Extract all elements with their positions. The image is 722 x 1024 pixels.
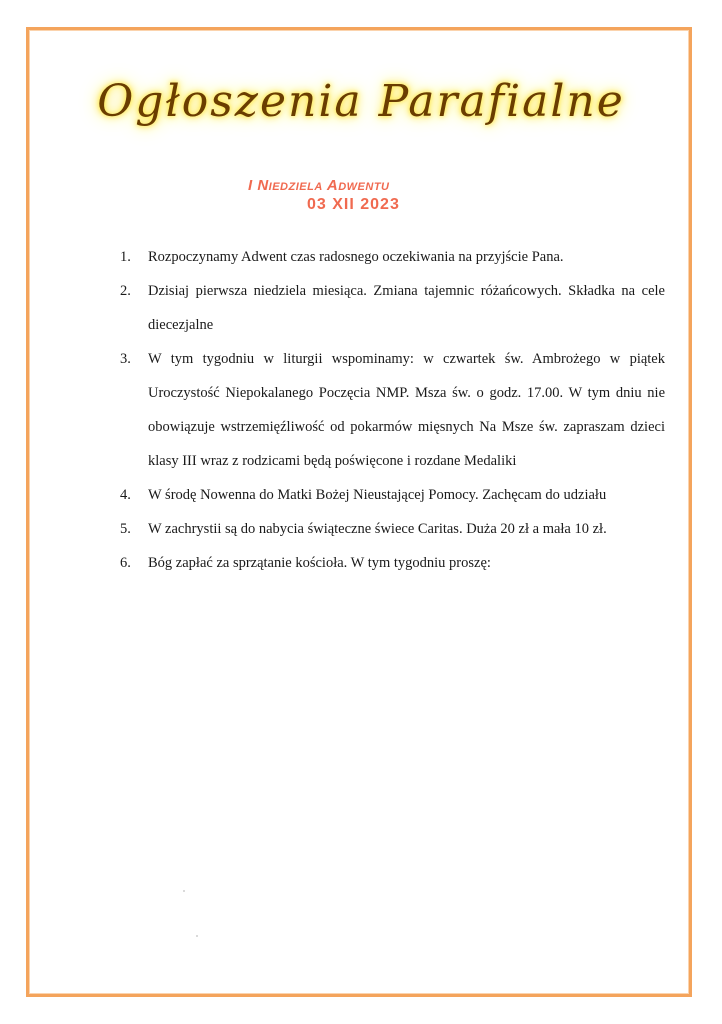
item-text: W środę Nowenna do Matki Bożej Nieustającej Pomocy. Zachęcam do udziału: [148, 487, 607, 503]
list-item: [120, 274, 665, 342]
item-text: W zachrystii są do nabycia świąteczne świece Caritas. Duża 20 zł a mała 10 zł.: [148, 521, 607, 537]
item-number: 2.: [120, 283, 131, 299]
item-text: W tym tygodniu w liturgii wspominamy: w czwartek św. Ambrożego w piątek Uroczystość Niepokalanego Poczęcia NMP. Msza św. o godz. 17.00. W tym dniu nie obowiązuje wstrzemięźliwość od pokarmów mięsnych Na Msze św. zapraszam dzieci klasy III wraz z rodzicami będą poświęcone i rozdane Medaliki: [148, 351, 665, 469]
list-item: [120, 478, 665, 512]
list-item: [120, 512, 665, 546]
page-date: 03 XII 2023: [307, 196, 400, 213]
scan-speck: [183, 890, 185, 892]
item-text: Dzisiaj pierwsza niedziela miesiąca. Zmiana tajemnic różańcowych. Składka na cele diecezjalne: [148, 283, 665, 333]
list-item: [120, 240, 665, 274]
item-number: 4.: [120, 487, 131, 503]
item-number: 3.: [120, 351, 131, 367]
page-subtitle: I Niedziela Adwentu: [248, 177, 390, 194]
list-item: [120, 342, 665, 478]
page-title: Ogłoszenia Parafialne: [97, 76, 625, 127]
item-text: Bóg zapłać za sprzątanie kościoła. W tym tygodniu proszę:: [148, 555, 491, 571]
item-text: Rozpoczynamy Adwent czas radosnego oczekiwania na przyjście Pana.: [148, 249, 564, 265]
list-item: [120, 546, 665, 580]
item-number: 5.: [120, 521, 131, 537]
announcement-list: [120, 240, 665, 580]
item-number: 1.: [120, 249, 131, 265]
scan-speck: [196, 935, 198, 937]
item-number: 6.: [120, 555, 131, 571]
